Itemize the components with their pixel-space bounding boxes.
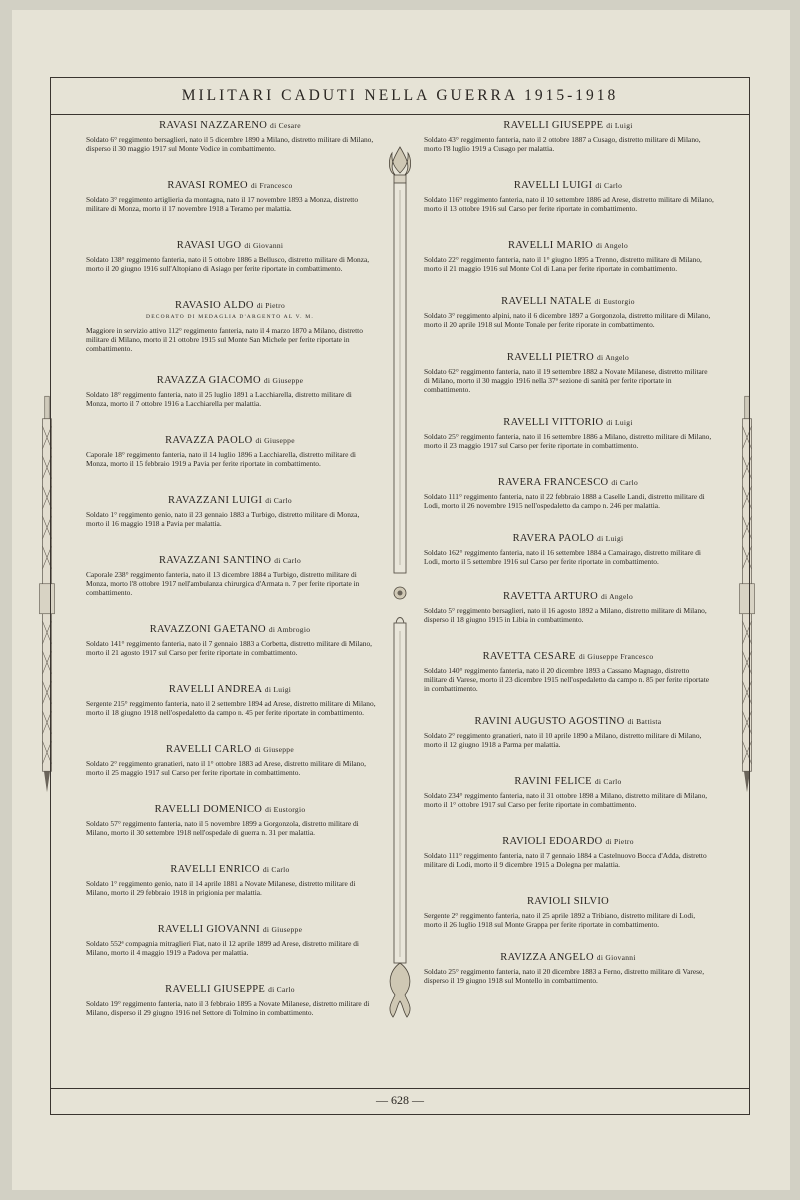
entry-name bbox=[80, 624, 380, 635]
entry-surname: RAVINI FELICE bbox=[514, 776, 592, 787]
entry-parent: di Cesare bbox=[270, 121, 301, 130]
entry-text: Soldato 1° reggimento genio, nato il 23 gennaio 1883 a Turbigo, distretto militare di Monza, morto il 16 maggio 1918 a Pavia per malattia. bbox=[86, 510, 360, 528]
entry-surname: RAVIOLI EDOARDO bbox=[502, 836, 603, 847]
entry-text: Soldato 62° reggimento fanteria, nato il 19 settembre 1882 a Novate Milanese, distretto militare di Milano, morto il 30 maggio 1916 nella 37ª sezione di sanità per ferite riportate in combattimento. bbox=[424, 367, 708, 394]
entry-name bbox=[80, 120, 380, 131]
entry-surname: RAVELLI PIETRO bbox=[506, 352, 595, 363]
entry-name bbox=[80, 744, 380, 755]
entry-text: Soldato 116° reggimento fanteria, nato il 10 settembre 1886 ad Arese, distretto militare di Milano, morto il 13 ottobre 1916 sul Carso per ferite riportate in combattimento. bbox=[424, 195, 714, 213]
entry bbox=[80, 924, 380, 957]
entry-surname: RAVELLI DOMENICO bbox=[154, 804, 263, 815]
entry-text: Maggiore in servizio attivo 112° reggimento fanteria, nato il 4 marzo 1870 a Milano, distretto militare di Milano, morto il 21 ottobre 1915 sul Monte San Michele per ferite riportate in combattimento. bbox=[86, 326, 363, 353]
entry-medal: DECORATO DI MEDAGLIA D'ARGENTO AL V. M. bbox=[146, 314, 314, 320]
entry bbox=[80, 435, 380, 468]
entry bbox=[80, 120, 380, 153]
entry-name bbox=[80, 300, 380, 311]
entry bbox=[80, 495, 380, 528]
entry bbox=[80, 555, 380, 597]
entry-parent: di Carlo bbox=[262, 865, 290, 874]
entry bbox=[80, 624, 380, 657]
entry-name bbox=[80, 555, 380, 566]
entry-text: Soldato 552ª compagnia mitraglieri Fiat, nato il 12 aprile 1899 ad Arese, distretto militare di Milano, morto il 4 maggio 1919 a Padova per malattia. bbox=[86, 939, 359, 957]
entry-text: Soldato 25° reggimento fanteria, nato il 16 settembre 1886 a Milano, distretto militare di Milano, morto il 23 maggio 1917 sul Carso per ferite riportate in combattimento. bbox=[424, 432, 712, 450]
entry-name bbox=[80, 495, 380, 506]
entry bbox=[418, 533, 718, 566]
entry bbox=[418, 477, 718, 510]
entry-text: Caporale 238° reggimento fanteria, nato il 13 dicembre 1884 a Turbigo, distretto militare di Monza, morto l'8 ottobre 1917 nell'ambulanza chirurgica d'Armata n. 7 per ferite riportate in combattimento. bbox=[86, 570, 360, 597]
entry bbox=[80, 300, 380, 353]
entry bbox=[80, 804, 380, 837]
entry bbox=[80, 684, 380, 717]
entry-text: Soldato 18° reggimento fanteria, nato il 25 luglio 1891 a Lacchiarella, distretto militare di Monza, morto il 7 ottobre 1916 a Lacchiarella per malattia. bbox=[86, 390, 352, 408]
footer-rule bbox=[50, 1088, 750, 1089]
entry-text: Soldato 140° reggimento fanteria, nato il 20 dicembre 1893 a Cassano Magnago, distretto militare di Varese, morto il 23 dicembre 1915 nell'ospedaletto da campo n. 85 per ferite riportate in combattimento. bbox=[424, 666, 710, 693]
entry-name bbox=[80, 984, 380, 995]
entry-text: Soldato 57° reggimento fanteria, nato il 5 novembre 1899 a Gorgonzola, distretto militare di Milano, morto il 30 settembre 1918 nell'ospedale di guerra n. 31 per malattia. bbox=[86, 819, 359, 837]
entry-parent: di Francesco bbox=[250, 181, 293, 190]
entry-name bbox=[80, 375, 380, 386]
entry-text: Soldato 3° reggimento artiglieria da montagna, nato il 17 novembre 1893 a Monza, distretto militare di Monza, morto il 17 novembre 1918 a Teramo per malattia. bbox=[86, 195, 359, 213]
entry-name bbox=[418, 716, 718, 727]
entry-parent: di Carlo bbox=[268, 985, 295, 994]
entry-text: Caporale 18° reggimento fanteria, nato il 14 luglio 1896 a Lacchiarella, distretto militare di Monza, morto il 15 febbraio 1919 a Pavia per ferite riportate in combattimento. bbox=[86, 450, 356, 468]
entry-text: Soldato 19° reggimento fanteria, nato il 3 febbraio 1895 a Novate Milanese, distretto militare di Milano, disperso il 29 giugno 1916 nel Settore di Tolmino in combattimento. bbox=[86, 999, 370, 1017]
entry-parent: di Luigi bbox=[264, 685, 292, 694]
entry-name bbox=[418, 352, 718, 363]
entry-parent: di Angelo bbox=[600, 592, 634, 601]
entry-parent: di Giuseppe bbox=[254, 745, 294, 754]
entry-parent: di Giuseppe bbox=[255, 436, 295, 445]
entry-surname: RAVAZZANI SANTINO bbox=[158, 555, 272, 566]
entry-surname: RAVINI AUGUSTO AGOSTINO bbox=[474, 716, 625, 727]
entry-text: Soldato 141° reggimento fanteria, nato il 7 gennaio 1883 a Corbetta, distretto militare di Milano, morto il 21 agosto 1917 sul Carso per ferite riportate in combattimento. bbox=[86, 639, 372, 657]
entry bbox=[418, 952, 718, 985]
central-torch-divider bbox=[383, 145, 417, 1035]
entry bbox=[80, 744, 380, 777]
entry-name bbox=[418, 296, 718, 307]
entry-surname: RAVELLI CARLO bbox=[166, 744, 252, 755]
entry-parent: di Eustorgio bbox=[594, 297, 635, 306]
left-column bbox=[80, 120, 380, 1017]
entry-surname: RAVAZZA PAOLO bbox=[165, 435, 253, 446]
entry-surname: RAVELLI ANDREA bbox=[168, 684, 262, 695]
page-title: MILITARI CADUTI NELLA GUERRA 1915-1918 bbox=[181, 86, 619, 104]
entry bbox=[418, 896, 718, 929]
entry-surname: RAVAZZONI GAETANO bbox=[149, 624, 266, 635]
entry-parent: di Angelo bbox=[595, 241, 629, 250]
entry-parent: di Pietro bbox=[256, 301, 286, 310]
entry-name bbox=[80, 684, 380, 695]
right-column bbox=[418, 120, 718, 985]
entry-name bbox=[80, 864, 380, 875]
entry-text: Soldato 111° reggimento fanteria, nato il 22 febbraio 1888 a Caselle Landi, distretto militare di Lodi, morto il 26 novembre 1915 nell'ospedaletto da campo n. 246 per malattia. bbox=[424, 492, 705, 510]
entry-text: Soldato 22° reggimento fanteria, nato il 1° giugno 1895 a Trenno, distretto militare di Milano, morto il 21 maggio 1916 sul Monte Col di Lana per ferite riportate in combattimento. bbox=[424, 255, 702, 273]
entry-surname: RAVAZZANI LUIGI bbox=[168, 495, 263, 506]
entry-name bbox=[418, 477, 718, 488]
entry-name bbox=[418, 836, 718, 847]
entry bbox=[80, 375, 380, 408]
page-number: — 628 — bbox=[376, 1093, 424, 1107]
entry bbox=[418, 417, 718, 450]
entry-surname: RAVELLI GIOVANNI bbox=[157, 924, 260, 935]
entry-surname: RAVASI NAZZARENO bbox=[159, 120, 268, 131]
entry-name bbox=[418, 776, 718, 787]
entry bbox=[418, 651, 718, 693]
entry-surname: RAVELLI ENRICO bbox=[170, 864, 260, 875]
entry bbox=[418, 716, 718, 749]
entry-text: Soldato 6° reggimento bersaglieri, nato il 5 dicembre 1890 a Milano, distretto militare di Milano, disperso il 30 maggio 1917 sul Monte Vodice in combattimento. bbox=[86, 135, 374, 153]
entry-parent: di Carlo bbox=[274, 556, 302, 565]
entry-surname: RAVASI ROMEO bbox=[167, 180, 248, 191]
entry-parent: di Luigi bbox=[606, 418, 633, 427]
entry-name bbox=[80, 924, 380, 935]
entry-name bbox=[80, 240, 380, 251]
entry-parent: di Carlo bbox=[611, 478, 639, 487]
entry-surname: RAVIZZA ANGELO bbox=[500, 952, 594, 963]
entry bbox=[80, 864, 380, 897]
entry-parent: di Giuseppe Francesco bbox=[578, 652, 654, 661]
entry-surname: RAVASIO ALDO bbox=[174, 300, 254, 311]
entry-name bbox=[80, 180, 380, 191]
entry-parent: di Luigi bbox=[597, 534, 624, 543]
entry-name bbox=[80, 435, 380, 446]
entry-surname: RAVETTA ARTURO bbox=[502, 591, 598, 602]
entry-name bbox=[418, 533, 718, 544]
entry-parent: di Giovanni bbox=[244, 241, 284, 250]
entry-parent: di Carlo bbox=[594, 777, 622, 786]
entry-text: Soldato 162° reggimento fanteria, nato il 16 settembre 1884 a Camairago, distretto militare di Lodi, morto il 5 settembre 1916 sul Carso per ferite riportate in combattimento. bbox=[424, 548, 701, 566]
entry-text: Soldato 1° reggimento genio, nato il 14 aprile 1881 a Novate Milanese, distretto militare di Milano, morto il 29 febbraio 1918 in prigionia per malattia. bbox=[86, 879, 356, 897]
entry-parent: di Eustorgio bbox=[265, 805, 306, 814]
entry-text: Soldato 234° reggimento fanteria, nato il 31 ottobre 1898 a Milano, distretto militare di Milano, morto il 1° ottobre 1917 sul Carso per ferite riportate in combattimento. bbox=[424, 791, 708, 809]
entry-surname: RAVELLI VITTORIO bbox=[503, 417, 604, 428]
entry bbox=[418, 836, 718, 869]
entry-name bbox=[418, 120, 718, 131]
entry-surname: RAVIOLI SILVIO bbox=[526, 896, 610, 907]
entry-surname: RAVAZZA GIACOMO bbox=[156, 375, 261, 386]
entry-surname: RAVETTA CESARE bbox=[482, 651, 576, 662]
entry-parent: di Carlo bbox=[595, 181, 623, 190]
entry-name bbox=[418, 240, 718, 251]
entry-text: Soldato 2° reggimento granatieri, nato il 1° ottobre 1883 ad Arese, distretto militare di Milano, morto il 25 maggio 1917 sul Carso per ferite riportate in combattimento. bbox=[86, 759, 366, 777]
entry-parent: di Giuseppe bbox=[262, 925, 303, 934]
entry-surname: RAVERA PAOLO bbox=[512, 533, 595, 544]
entry-text: Sergente 2° reggimento fanteria, nato il 25 aprile 1892 a Tribiano, distretto militare di Lodi, morto il 26 luglio 1918 sul Monte Grappa per ferite riportate in combattimento. bbox=[424, 911, 696, 929]
entry bbox=[80, 180, 380, 213]
entry-parent: di Pietro bbox=[605, 837, 634, 846]
entry-parent: di Battista bbox=[627, 717, 662, 726]
entry bbox=[418, 352, 718, 394]
entry-parent: di Giuseppe bbox=[263, 376, 304, 385]
entry-text: Soldato 2° reggimento granatieri, nato il 10 aprile 1890 a Milano, distretto militare di Milano, morto il 12 giugno 1918 a Parma per malattia. bbox=[424, 731, 702, 749]
entry-name bbox=[418, 180, 718, 191]
entry bbox=[80, 240, 380, 273]
entry bbox=[418, 591, 718, 624]
entry bbox=[418, 296, 718, 329]
entry-surname: RAVELLI MARIO bbox=[507, 240, 594, 251]
entry-name bbox=[418, 417, 718, 428]
entry-parent: di Luigi bbox=[606, 121, 633, 130]
entry-text: Soldato 5° reggimento bersaglieri, nato il 16 agosto 1892 a Milano, distretto militare di Milano, disperso il 18 giugno 1915 in Libia in combattimento. bbox=[424, 606, 707, 624]
entry-parent: di Giovanni bbox=[596, 953, 636, 962]
entry-text: Soldato 111° reggimento fanteria, nato il 7 gennaio 1884 a Castelnuovo Bocca d'Adda, distretto militare di Lodi, morto il 9 dicembre 1915 a Dolegna per malattia. bbox=[424, 851, 707, 869]
entry bbox=[418, 180, 718, 213]
entry-surname: RAVELLI GIUSEPPE bbox=[503, 120, 604, 131]
entry-name bbox=[418, 896, 718, 907]
entry-surname: RAVERA FRANCESCO bbox=[497, 477, 609, 488]
entry-name bbox=[418, 651, 718, 662]
entry-parent: di Ambrogio bbox=[268, 625, 311, 634]
entry-text: Sergente 215° reggimento fanteria, nato il 2 settembre 1894 ad Arese, distretto militare di Milano, morto il 18 giugno 1918 nell'ospedaletto da campo n. 45 per ferite riportate in combattimento. bbox=[86, 699, 376, 717]
entry-name bbox=[418, 952, 718, 963]
entry-name bbox=[80, 804, 380, 815]
entry-surname: RAVASI UGO bbox=[176, 240, 242, 251]
entry bbox=[418, 120, 718, 153]
entry bbox=[418, 240, 718, 273]
entry-parent: di Angelo bbox=[597, 353, 630, 362]
entry-text: Soldato 138° reggimento fanteria, nato il 5 ottobre 1886 a Bellusco, distretto militare di Monza, morto il 20 giugno 1916 sull'Altopiano di Asiago per ferite riportate in combattimento. bbox=[86, 255, 370, 273]
entry-surname: RAVELLI GIUSEPPE bbox=[165, 984, 266, 995]
entry-surname: RAVELLI NATALE bbox=[501, 296, 592, 307]
entry-surname: RAVELLI LUIGI bbox=[513, 180, 593, 191]
entry bbox=[80, 984, 380, 1017]
page-header bbox=[50, 77, 750, 115]
entry-parent: di Carlo bbox=[265, 496, 292, 505]
entry-text: Soldato 25° reggimento fanteria, nato il 20 dicembre 1883 a Ferno, distretto militare di Varese, disperso il 19 giugno 1918 sul Montello in combattimento. bbox=[424, 967, 705, 985]
entry bbox=[418, 776, 718, 809]
entry-name bbox=[418, 591, 718, 602]
entry-text: Soldato 43° reggimento fanteria, nato il 2 ottobre 1887 a Cusago, distretto militare di Milano, morto l'8 luglio 1919 a Cusago per malattia. bbox=[424, 135, 701, 153]
entry-text: Soldato 3° reggimento alpini, nato il 6 dicembre 1897 a Gorgonzola, distretto militare di Milano, morto il 20 aprile 1918 sul Monte Tonale per ferite riporate in combattimento. bbox=[424, 311, 711, 329]
